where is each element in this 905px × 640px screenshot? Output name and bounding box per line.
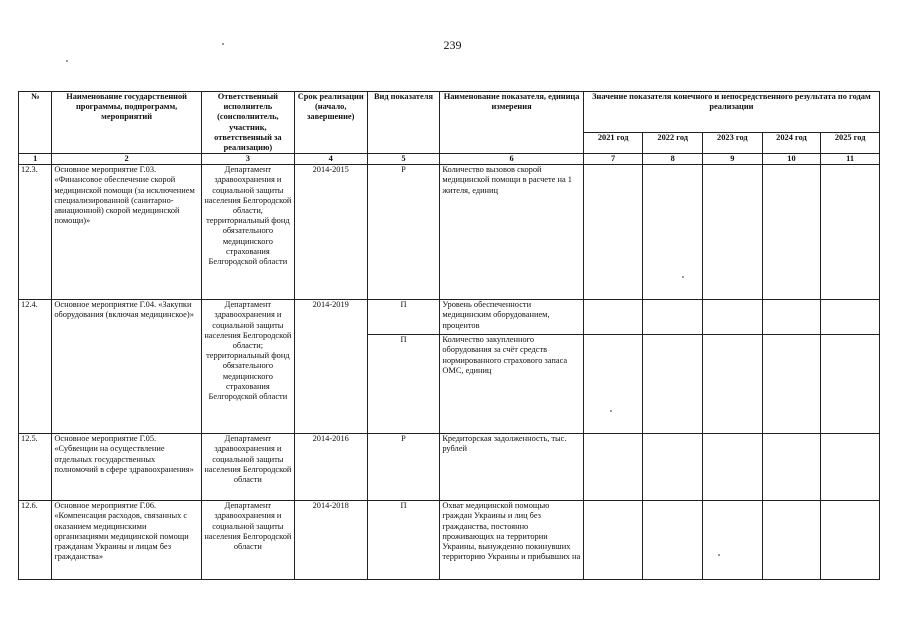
- row-name: Основное мероприятие Г.03. «Финансовое обеспечение скорой медицинской помощи (за исключением специализированной (санитарно-авиационной) скорой медицинской помощи)»: [52, 165, 202, 300]
- scan-speck: [682, 276, 684, 278]
- row-term: 2014-2018: [294, 501, 367, 580]
- column-number: 1: [19, 154, 52, 165]
- table-row: [19, 501, 880, 580]
- header-values-group: Значение показателя конечного и непосредственного результата по годам реализации: [583, 92, 879, 133]
- header-year: 2023 год: [703, 132, 763, 153]
- scan-speck: [222, 43, 224, 45]
- scan-speck: [66, 60, 68, 62]
- row-executor: Департамент здравоохранения и социальной защиты населения Белгородской области, территориальный фонд обязательного медицинского страхования Белгородской области: [201, 165, 294, 300]
- value-cell: [583, 300, 643, 335]
- value-cell: [643, 165, 703, 300]
- header-executor: Ответственный исполнитель (соисполнитель, участник, ответственный за реализацию): [201, 92, 294, 154]
- row-indicator: Охват медицинской помощью граждан Украины и лиц без гражданства, постоянно проживающих на территории Украины, вынужденно покинувших территорию Украины и прибывших на: [440, 501, 583, 580]
- value-cell: [703, 165, 763, 300]
- row-executor: Департамент здравоохранения и социальной защиты населения Белгородской области: [201, 434, 294, 501]
- row-type: П: [367, 300, 440, 335]
- column-number: 4: [294, 154, 367, 165]
- scan-speck: [610, 410, 612, 412]
- header-name: Наименование государственной программы, подпрограмм, мероприятий: [52, 92, 202, 154]
- row-type: Р: [367, 165, 440, 300]
- row-indicator: Количество вызовов скорой медицинской помощи в расчете на 1 жителя, единиц: [440, 165, 583, 300]
- row-name: Основное мероприятие Г.04. «Закупки оборудования (включая медицинское)»: [52, 300, 202, 434]
- row-type: П: [367, 335, 440, 434]
- value-cell: [703, 300, 763, 335]
- header-year: 2025 год: [821, 132, 880, 153]
- row-name: Основное мероприятие Г.05. «Субвенции на осуществление отдельных государственных полномочий в сфере здравоохранения»: [52, 434, 202, 501]
- scan-speck: [718, 554, 720, 556]
- value-cell: [821, 300, 880, 335]
- header-year: 2021 год: [583, 132, 643, 153]
- header-type: Вид показателя: [367, 92, 440, 154]
- indicators-table: [18, 91, 880, 580]
- value-cell: [762, 434, 821, 501]
- row-type: Р: [367, 434, 440, 501]
- row-num: 12.5.: [19, 434, 52, 501]
- row-name: Основное мероприятие Г.06. «Компенсация расходов, связанных с оказанием медицинскими организациями медицинской помощи гражданам Украины и лицам без гражданства»: [52, 501, 202, 580]
- column-number: 10: [762, 154, 821, 165]
- header-num: №: [19, 92, 52, 154]
- row-executor: Департамент здравоохранения и социальной защиты населения Белгородской области; территориальный фонд обязательного медицинского страхования Белгородской области: [201, 300, 294, 434]
- column-number: 3: [201, 154, 294, 165]
- row-term: 2014-2019: [294, 300, 367, 434]
- column-number: 2: [52, 154, 202, 165]
- value-cell: [821, 434, 880, 501]
- column-number: 7: [583, 154, 643, 165]
- value-cell: [703, 434, 763, 501]
- row-executor: Департамент здравоохранения и социальной защиты населения Белгородской области: [201, 501, 294, 580]
- value-cell: [643, 501, 703, 580]
- header-year: 2024 год: [762, 132, 821, 153]
- row-indicator: Количество закупленного оборудования за счёт средств нормированного страхового запаса ОМС, единиц: [440, 335, 583, 434]
- value-cell: [821, 165, 880, 300]
- value-cell: [762, 501, 821, 580]
- column-number: 6: [440, 154, 583, 165]
- column-number: 5: [367, 154, 440, 165]
- value-cell: [583, 165, 643, 300]
- value-cell: [821, 501, 880, 580]
- column-number-row: [19, 154, 880, 165]
- row-num: 12.4.: [19, 300, 52, 434]
- column-number: 9: [703, 154, 763, 165]
- table-row: [19, 300, 880, 335]
- row-term: 2014-2016: [294, 434, 367, 501]
- row-type: П: [367, 501, 440, 580]
- page-number: 239: [443, 38, 462, 52]
- value-cell: [583, 434, 643, 501]
- value-cell: [762, 335, 821, 434]
- value-cell: [703, 335, 763, 434]
- value-cell: [583, 501, 643, 580]
- value-cell: [703, 501, 763, 580]
- row-num: 12.3.: [19, 165, 52, 300]
- header-term: Срок реализации (начало, завершение): [294, 92, 367, 154]
- value-cell: [762, 165, 821, 300]
- header-year: 2022 год: [643, 132, 703, 153]
- row-num: 12.6.: [19, 501, 52, 580]
- value-cell: [643, 434, 703, 501]
- table-row: [19, 165, 880, 300]
- column-number: 11: [821, 154, 880, 165]
- column-number: 8: [643, 154, 703, 165]
- row-indicator: Кредиторская задолженность, тыс. рублей: [440, 434, 583, 501]
- table-row: [19, 434, 880, 501]
- value-cell: [821, 335, 880, 434]
- value-cell: [643, 300, 703, 335]
- value-cell: [643, 335, 703, 434]
- value-cell: [583, 335, 643, 434]
- value-cell: [762, 300, 821, 335]
- header-indicator: Наименование показателя, единица измерения: [440, 92, 583, 154]
- row-term: 2014-2015: [294, 165, 367, 300]
- header-row: [19, 92, 880, 133]
- row-indicator: Уровень обеспеченности медицинским оборудованием, процентов: [440, 300, 583, 335]
